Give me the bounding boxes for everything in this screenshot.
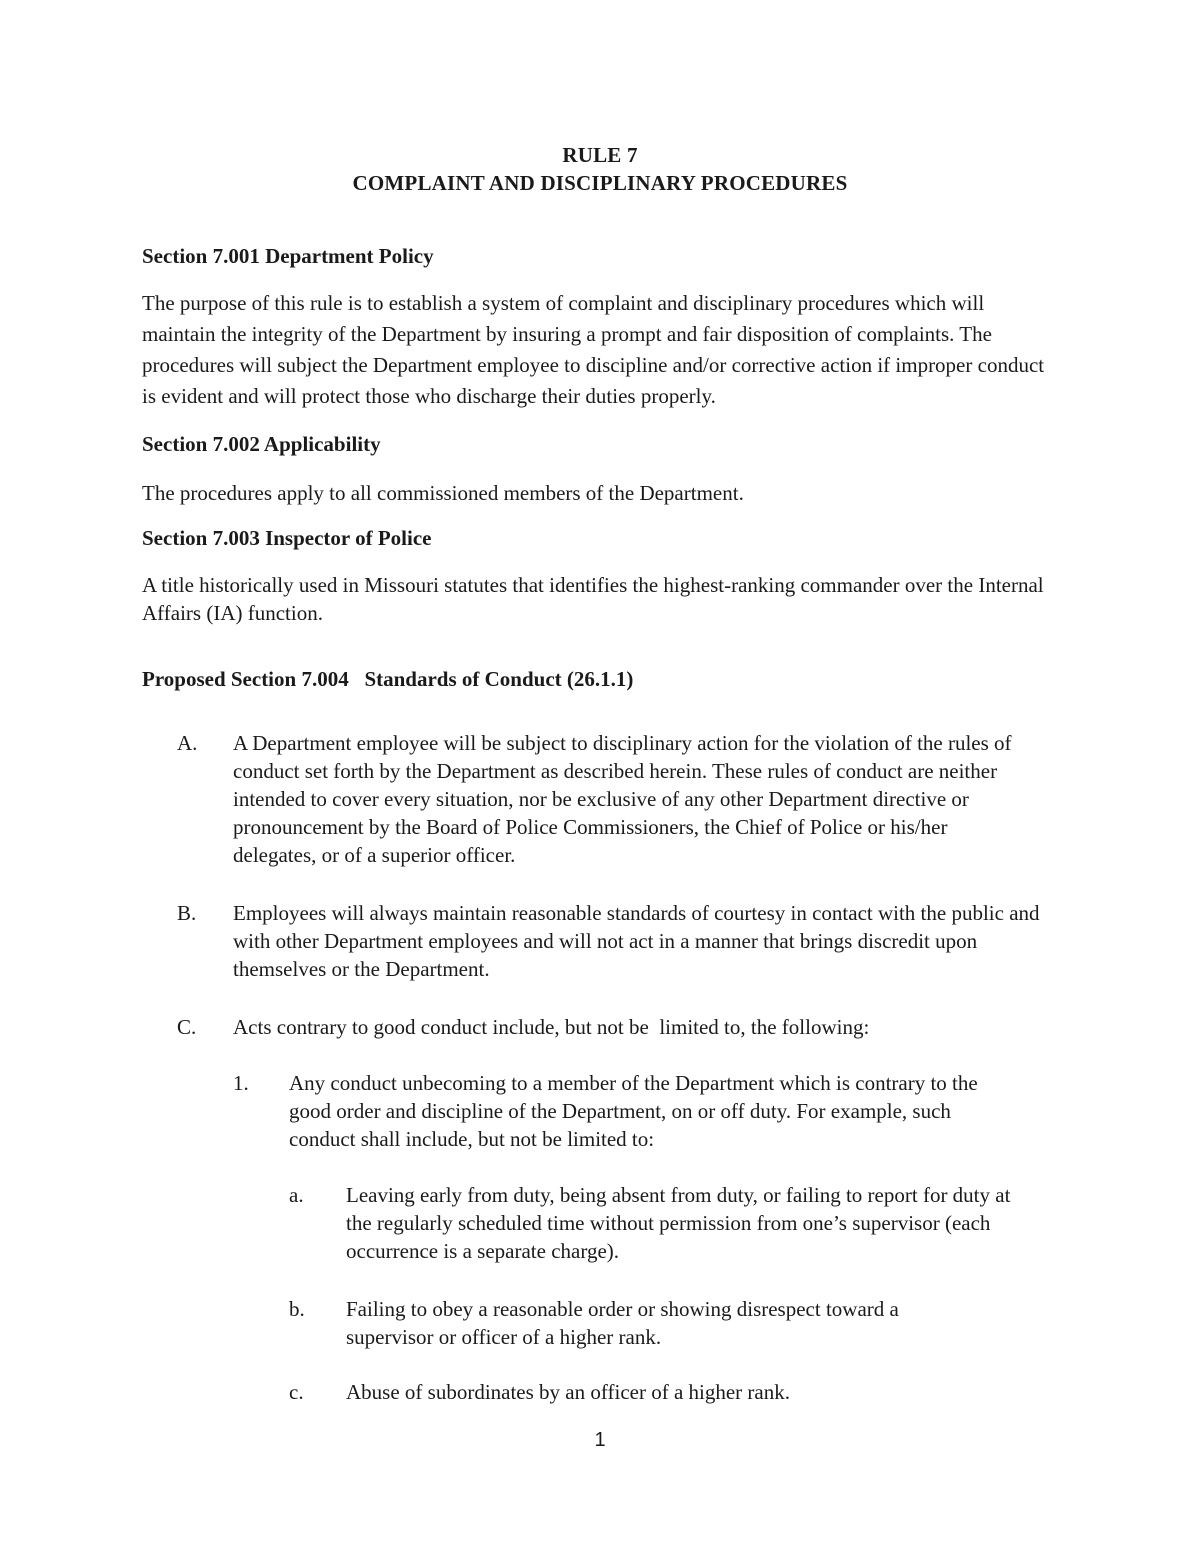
- section-7002-heading: Section 7.002 Applicability: [142, 432, 381, 456]
- section-7003-heading: Section 7.003 Inspector of Police: [142, 526, 432, 550]
- item-1-text: Any conduct unbecoming to a member of the Department which is contrary to the good order and discipline of the Department, on or off duty. For example, such conduct shall include, but not be limited to:: [289, 1071, 978, 1151]
- section-7004-heading: Proposed Section 7.004 Standards of Conduct (26.1.1): [142, 667, 634, 691]
- item-b-text: Employees will always maintain reasonable standards of courtesy in contact with the public and with other Department employees and will not act in a manner that brings discredit upon themselves or the Department.: [233, 901, 1040, 981]
- item-sub-a-marker: a.: [289, 1183, 304, 1207]
- item-c-marker: C.: [177, 1015, 197, 1039]
- section-7002-text: The procedures apply to all commissioned members of the Department.: [142, 481, 744, 505]
- item-sub-c-marker: c.: [289, 1380, 304, 1404]
- item-sub-b-marker: b.: [289, 1297, 305, 1321]
- item-sub-c-text: Abuse of subordinates by an officer of a higher rank.: [346, 1380, 790, 1404]
- section-7003-text: A title historically used in Missouri statutes that identifies the highest-ranking commander over the Internal Affairs (IA) function.: [142, 573, 1044, 625]
- item-a-marker: A.: [177, 731, 198, 755]
- item-b-marker: B.: [177, 901, 197, 925]
- rule-subtitle: COMPLAINT AND DISCIPLINARY PROCEDURES: [352, 171, 848, 195]
- item-c-text: Acts contrary to good conduct include, but not be limited to, the following:: [233, 1015, 870, 1039]
- item-sub-b-text: Failing to obey a reasonable order or showing disrespect toward a supervisor or officer of a higher rank.: [346, 1297, 899, 1349]
- item-sub-a-text: Leaving early from duty, being absent from duty, or failing to report for duty at the regularly scheduled time without permission from one’s supervisor (each occurrence is a separate charge).: [346, 1183, 1011, 1263]
- rule-title: RULE 7: [562, 143, 638, 167]
- item-a-text: A Department employee will be subject to disciplinary action for the violation of the rules of conduct set forth by the Department as described herein. These rules of conduct are neither intended to cover every situation, nor be exclusive of any other Department directive or pronouncement by the Board of Police Commissioners, the Chief of Police or his/her delegates, or of a superior officer.: [233, 731, 1012, 867]
- section-7001-heading: Section 7.001 Department Policy: [142, 244, 434, 268]
- item-1-marker: 1.: [233, 1071, 249, 1095]
- section-7001-text: The purpose of this rule is to establish a system of complaint and disciplinary procedures which will maintain the integrity of the Department by insuring a prompt and fair disposition of complaints. The procedures will subject the Department employee to discipline and/or corrective action if improper conduct is evident and will protect those who discharge their duties properly.: [142, 291, 1045, 408]
- page-number: 1: [594, 1429, 606, 1451]
